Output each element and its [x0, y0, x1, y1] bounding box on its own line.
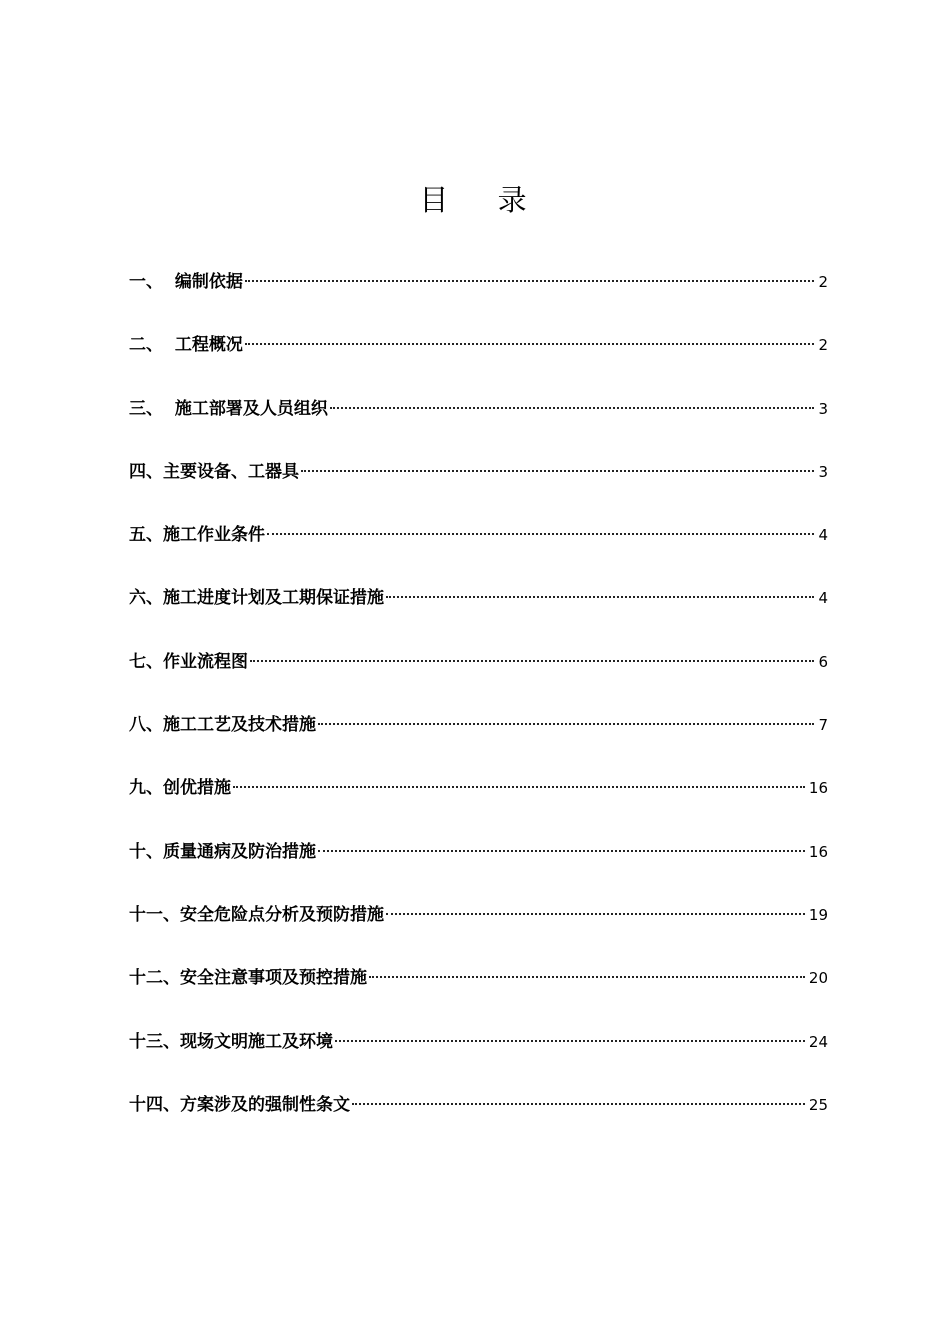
dot-leader	[330, 407, 815, 409]
table-of-contents	[129, 266, 828, 1152]
toc-entry-page: 16	[808, 842, 828, 861]
dot-leader	[386, 596, 814, 598]
toc-entry-label: 编制依据	[174, 272, 243, 292]
toc-entry[interactable]	[129, 266, 828, 329]
dot-leader	[318, 723, 814, 725]
toc-entry-label: 施工作业条件	[163, 525, 265, 546]
dot-leader	[369, 976, 805, 978]
dot-leader	[318, 850, 805, 852]
toc-entry[interactable]	[129, 329, 828, 392]
toc-entry-number: 八、	[129, 715, 163, 736]
dot-leader	[250, 660, 814, 662]
toc-entry-number: 十三、	[129, 1031, 180, 1052]
toc-entry-page: 4	[818, 526, 828, 545]
toc-entry-label: 安全注意事项及预控措施	[180, 968, 367, 989]
toc-entry-number: 十二、	[129, 968, 180, 989]
toc-entry-label: 工程概况	[174, 335, 243, 356]
toc-entry-number: 五、	[129, 525, 163, 546]
toc-entry-label: 主要设备、工器具	[163, 461, 299, 482]
dot-leader	[386, 913, 805, 915]
toc-entry-number: 二、	[129, 335, 175, 356]
toc-entry-page: 6	[818, 652, 828, 671]
toc-entry-label: 施工进度计划及工期保证措施	[163, 588, 384, 609]
toc-entry-number: 四、	[129, 461, 163, 482]
toc-entry-number: 七、	[129, 651, 163, 672]
dot-leader	[335, 1040, 805, 1042]
toc-entry-label: 方案涉及的强制性条文	[180, 1094, 350, 1115]
dot-leader	[352, 1103, 805, 1105]
dot-leader	[267, 533, 814, 535]
toc-entry[interactable]	[129, 772, 828, 835]
toc-entry-number: 十一、	[129, 904, 180, 925]
toc-entry-number: 六、	[129, 588, 163, 609]
toc-entry-page: 16	[808, 779, 828, 798]
toc-entry-page: 2	[818, 336, 828, 355]
dot-leader	[245, 280, 815, 282]
toc-entry[interactable]	[129, 899, 828, 962]
toc-entry[interactable]	[129, 456, 828, 519]
toc-entry-number: 三、	[129, 398, 175, 419]
toc-entry[interactable]	[129, 646, 828, 709]
toc-entry-label: 施工部署及人员组织	[174, 398, 328, 419]
toc-entry-label: 安全危险点分析及预防措施	[180, 904, 384, 925]
toc-entry-page: 4	[818, 589, 828, 608]
toc-entry-page: 3	[818, 462, 828, 481]
page-title: 目 录	[419, 183, 547, 217]
toc-entry[interactable]	[129, 836, 828, 899]
dot-leader	[301, 470, 814, 472]
toc-entry[interactable]	[129, 962, 828, 1025]
toc-entry-label: 创优措施	[163, 778, 231, 799]
toc-entry-label: 施工工艺及技术措施	[163, 715, 316, 736]
toc-entry[interactable]	[129, 519, 828, 582]
toc-entry-page: 2	[818, 273, 828, 291]
toc-entry[interactable]	[129, 1089, 828, 1152]
toc-entry-page: 20	[808, 969, 828, 988]
dot-leader	[245, 343, 815, 345]
toc-entry[interactable]	[129, 582, 828, 645]
toc-entry[interactable]	[129, 709, 828, 772]
toc-entry-label: 现场文明施工及环境	[180, 1031, 333, 1052]
dot-leader	[233, 786, 805, 788]
toc-entry[interactable]	[129, 1026, 828, 1089]
toc-entry-number: 九、	[129, 778, 163, 799]
toc-entry-number: 十四、	[129, 1094, 180, 1115]
toc-entry-label: 作业流程图	[163, 651, 248, 672]
toc-entry-page: 19	[808, 905, 828, 924]
toc-entry-number: 一、	[129, 272, 175, 292]
toc-entry-page: 25	[808, 1095, 828, 1114]
toc-entry-label: 质量通病及防治措施	[163, 841, 316, 862]
toc-entry[interactable]	[129, 393, 828, 456]
toc-entry-page: 3	[818, 399, 828, 418]
toc-entry-page: 7	[818, 716, 828, 735]
toc-entry-number: 十、	[129, 841, 163, 862]
toc-entry-page: 24	[808, 1032, 828, 1051]
